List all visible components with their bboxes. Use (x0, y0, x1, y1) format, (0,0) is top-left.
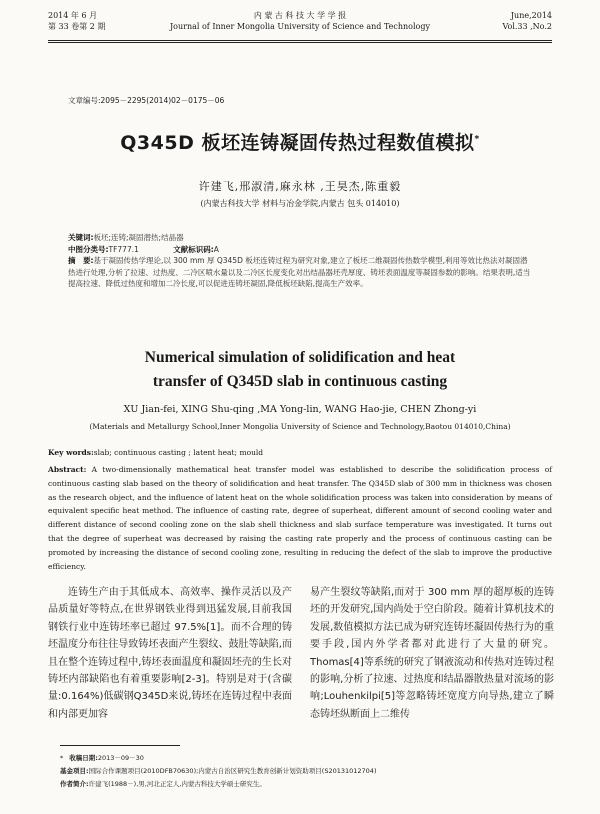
received-label: 收稿日期: (69, 754, 98, 762)
header-rule-top (48, 40, 552, 41)
body-column-right: 易产生裂纹等缺陷,而对于 300 mm 厚的超厚板的连铸坯的开发研究,国内尚处于空白阶段。随着计算机技术的发展,数值模拟方法已成为研究连铸坯凝固传热行为的重要手段,国内外学者都对此进行了大量的研究。Thomas[4]等系统的研究了钢液流动和传热对连铸过程的影响,分析了拉速、过热度和结晶器散热量对流场的影响;Louhenkilpi[5]等忽略铸坯宽度方向导热,建立了瞬态铸坯纵断面上二维传 (310, 587, 554, 720)
document-code-label: 文献标识码: (173, 244, 214, 254)
body-column-left: 连铸生产由于其低成本、高效率、操作灵活以及产品质量好等特点,在世界钢铁业得到迅猛发展,目前我国钢铁行业中连铸坯率已超过 97.5%[1]。而不合理的铸坯温度分布往往导致铸坯表面产生裂纹、鼓肚等缺陷,而且在整个连铸过程中,铸坯表面温度和凝固坯壳的生长对铸坯内部缺陷也有着重要影响[2-3]。特别是对于(含碳量:0.164%)低碳钢Q345D来说,铸坯在连铸过程中表面和内部更加容 (48, 587, 292, 720)
header-right (502, 10, 552, 32)
journal-header (48, 10, 552, 40)
abstract-chinese (68, 255, 534, 290)
received-date: 2013－09－30 (97, 754, 144, 762)
keywords-english (48, 448, 552, 457)
footnote-received (60, 752, 540, 765)
clc-number (68, 245, 139, 254)
header-volume-cn: 第 33 卷第 2 期 (48, 22, 106, 31)
journal-name-cn: 内 蒙 古 科 技 大 学 学 报 (253, 11, 347, 20)
footnote-rule (60, 745, 180, 746)
title-footnote-mark: * (474, 134, 480, 145)
title-english (0, 346, 600, 394)
abstract-en-label: Abstract: (48, 465, 87, 474)
title-english-line-2: transfer of Q345D slab in continuous casting (152, 373, 448, 390)
title-chinese (0, 128, 600, 155)
authors-chinese: 许建飞,邢淑清,麻永林 ,王昊杰,陈重毅 (198, 180, 402, 193)
abstract-cn-text: 基于凝固传热学理论,以 300 mm 厚 Q345D 板坯连铸过程为研究对象,建立了板坯二维凝固传热数学模型,利用等效比热法对凝固潜热进行处理,分析了拉速、过热度、二冷区喷水量以及二冷区长度变化对出结晶器坯壳厚度、铸坯表面温度等凝固参数的影响。结果表明,适当提高拉速、降低过热度和增加二冷长度,可以促进连铸坯凝固,降低板坯缺陷,提高生产效率。 (68, 256, 531, 288)
clc-label: 中图分类号: (68, 244, 109, 254)
keywords-en-label: Key words: (48, 448, 94, 457)
keywords-cn-text: 板坯;连铸;凝固潜热;结晶器 (93, 233, 184, 242)
header-date: 2014 年 6 月 (48, 11, 98, 20)
footnote (60, 752, 540, 791)
footnote-author (60, 778, 540, 791)
header-volume-en: Vol.33 ,No.2 (502, 22, 552, 31)
header-rule-bottom (48, 42, 552, 43)
chinese-abstract-block (68, 232, 534, 290)
affiliation-chinese: (内蒙古科技大学 材料与冶金学院,内蒙古 包头 014010) (200, 199, 400, 208)
title-english-line-1: Numerical simulation of solidification and heat (144, 349, 456, 366)
journal-name-en: Journal of Inner Mongolia University of Science and Technology (169, 22, 431, 31)
fund-text: 国际合作课题项目(2010DFB70630);内蒙古自治区研究生教育创新计划资助项目(S20131012704) (88, 767, 377, 775)
clc-value: TF777.1 (108, 244, 139, 254)
classification-row (68, 244, 534, 256)
footnote-fund (60, 765, 540, 778)
fund-label: 基金项目: (60, 767, 89, 775)
authors-english: XU Jian-fei, XING Shu-qing ,MA Yong-lin, WANG Hao-jie, CHEN Zhong-yi (123, 404, 477, 415)
keywords-chinese (68, 232, 534, 244)
keywords-cn-label: 关键词: (68, 233, 94, 242)
abstract-english (48, 463, 552, 573)
article-number: 文章编号:2095－2295(2014)02－0175－06 (68, 96, 225, 105)
author-bio-text: 许建飞(1988－),男,河北正定人,内蒙古科技大学硕士研究生。 (88, 780, 266, 788)
document-code (173, 245, 219, 254)
header-center (48, 10, 552, 32)
header-date-en: June,2014 (510, 11, 552, 20)
abstract-cn-label: 摘 要: (68, 256, 94, 265)
affiliation-english: (Materials and Metallurgy School,Inner Mongolia University of Science and Technology,Baotou 014010,China) (89, 422, 511, 431)
keywords-en-text: slab; continuous casting ; latent heat; mould (93, 448, 264, 457)
abstract-en-text: A two-dimensionally mathematical heat transfer model was established to describe the solidification process of continuous casting slab based on the theory of solidification and heat transfer. The Q345D slab of 300 mm in thickness was chosen as the research object, and the influence of latent heat on the whole solidification process was taken into consideration by means of equivalent specific heat method. The influence of casting rate, degree of superheat, different amount of second cooling water and different distance of second cooling zone on the slab shell thickness and slab surface temperature was investigated. It turns out that the degree of superheat was decreased by raising the casting rate properly and the process of continuous casting can be promoted by increasing the distance of second cooling zone, resulting in reducing the defect of the slab to improve the productive efficiency. (48, 465, 553, 571)
author-bio-label: 作者简介: (60, 780, 89, 788)
footnote-star: * (60, 754, 64, 762)
document-code-value: A (213, 244, 219, 254)
title-chinese-text: Q345D 板坯连铸凝固传热过程数值模拟 (120, 132, 475, 154)
